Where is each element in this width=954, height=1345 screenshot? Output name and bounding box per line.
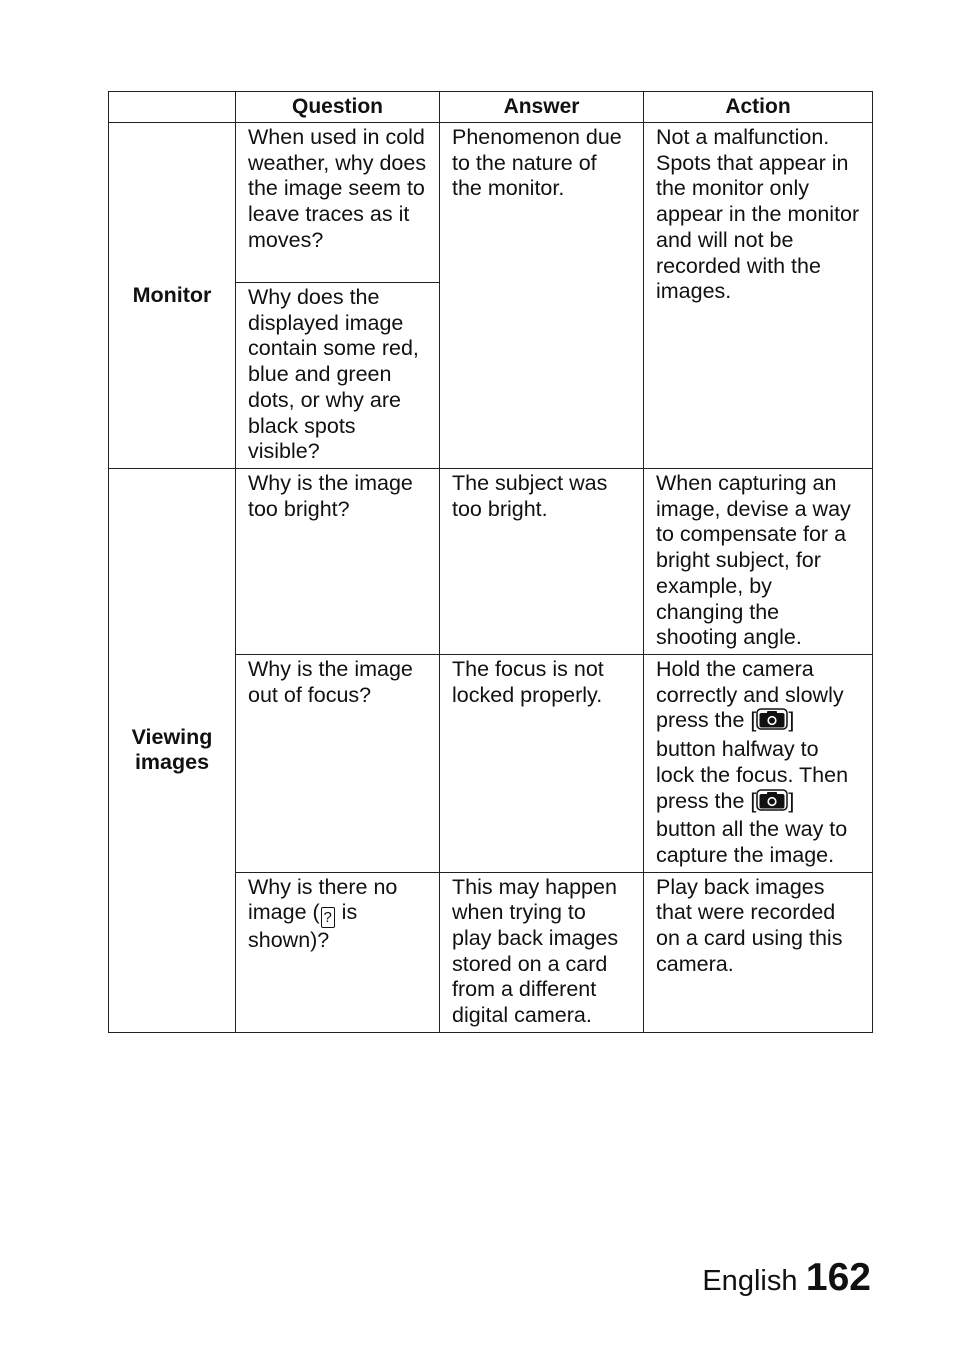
action-cell	[644, 655, 873, 873]
header-answer: Answer	[440, 92, 644, 123]
page-footer	[702, 1256, 871, 1300]
header-action: Action	[644, 92, 873, 123]
table-row	[109, 469, 873, 655]
question-mark-icon: ?	[321, 907, 335, 928]
category-viewing-images: Viewing images	[109, 469, 236, 1033]
camera-icon	[756, 708, 788, 737]
action-text-part2: ] button halfway to lock the focus. Then press the [	[656, 708, 849, 813]
header-corner	[109, 92, 236, 123]
question-cell: When used in cold weather, why does the image seem to leave traces as it moves?	[236, 123, 440, 283]
camera-icon	[756, 789, 788, 818]
action-text-part3: ] button all the way to capture the image.	[656, 788, 848, 867]
question-text-part1: Why is there no image (	[248, 874, 398, 925]
answer-cell: The focus is not locked properly.	[440, 655, 644, 873]
page-number: 162	[805, 1256, 871, 1299]
answer-cell: The subject was too bright.	[440, 469, 644, 655]
question-cell: Why is the image out of focus?	[236, 655, 440, 873]
footer-language: English	[702, 1265, 798, 1297]
action-cell: Not a malfunction. Spots that appear in the monitor only appear in the monitor and will not be recorded with the images.	[644, 123, 873, 469]
table-row	[109, 123, 873, 283]
troubleshooting-table	[108, 91, 873, 1033]
action-text-part1: Hold the camera correctly and slowly press the [	[656, 657, 844, 733]
header-row	[109, 92, 873, 123]
question-text-part2: is shown)?	[248, 900, 358, 953]
question-cell: Why does the displayed image contain some red, blue and green dots, or why are black spots visible?	[236, 283, 440, 469]
question-cell: Why is the image too bright?	[236, 469, 440, 655]
action-cell: Play back images that were recorded on a card using this camera.	[644, 872, 873, 1032]
header-question: Question	[236, 92, 440, 123]
answer-cell: This may happen when trying to play back images stored on a card from a different digital camera.	[440, 872, 644, 1032]
question-cell	[236, 872, 440, 1032]
answer-cell: Phenomenon due to the nature of the monitor.	[440, 123, 644, 469]
category-monitor: Monitor	[109, 123, 236, 469]
action-cell: When capturing an image, devise a way to compensate for a bright subject, for example, by changing the shooting angle.	[644, 469, 873, 655]
